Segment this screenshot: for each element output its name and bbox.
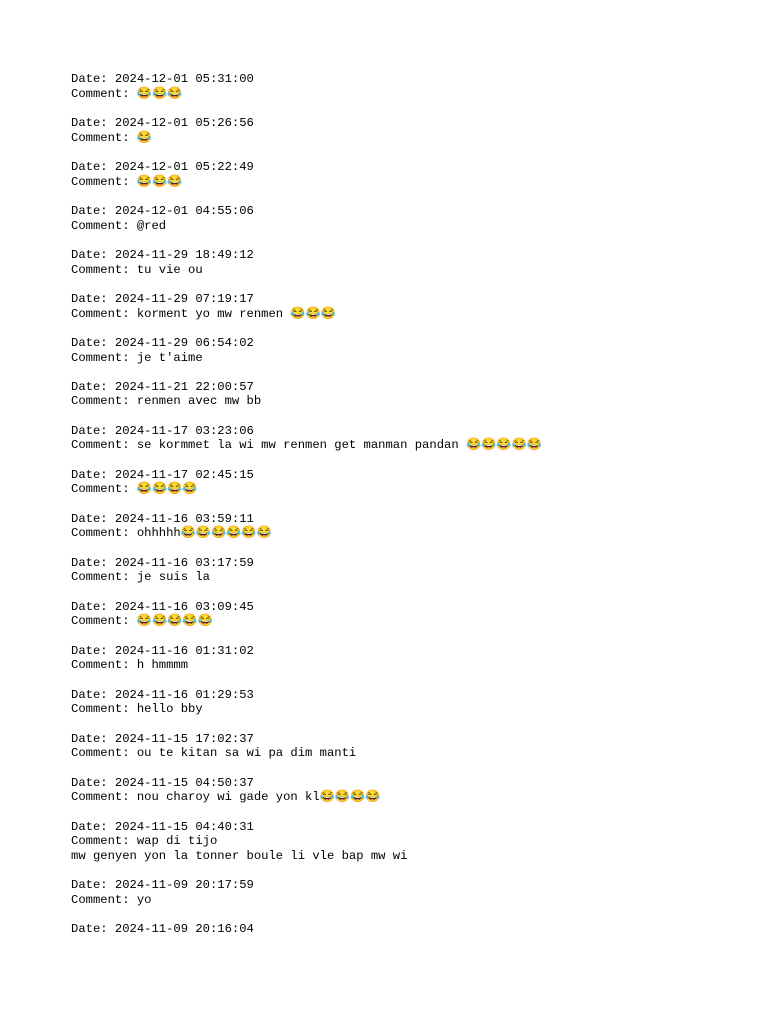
comment-text: renmen avec mw bb	[136, 394, 262, 409]
comment-entry	[71, 556, 542, 585]
entry-date-line	[71, 72, 542, 87]
comment-text: je t'aime	[136, 350, 203, 365]
comment-label: Comment:	[71, 702, 137, 717]
entry-date-line	[71, 878, 542, 893]
comment-entry	[71, 878, 542, 907]
date-label: Date:	[71, 115, 115, 130]
comment-text: yo	[136, 892, 152, 907]
date-label: Date:	[71, 467, 115, 482]
comment-label: Comment:	[71, 570, 137, 585]
entry-comment-line	[71, 658, 542, 673]
comment-label: Comment:	[71, 892, 137, 907]
entry-comment-line	[71, 570, 542, 585]
date-value: 2024-12-01 05:31:00	[114, 72, 254, 86]
date-value: 2024-11-17 02:45:15	[114, 467, 254, 482]
comment-entry	[71, 922, 542, 937]
entry-comment-line	[71, 834, 542, 849]
comment-label: Comment:	[71, 526, 137, 541]
entry-comment-line	[71, 394, 542, 409]
entry-comment-line	[71, 351, 542, 366]
entry-date-line	[71, 204, 542, 219]
entry-date-line	[71, 732, 542, 747]
entry-comment-line	[71, 131, 542, 146]
date-label: Date:	[71, 511, 115, 526]
comment-label: Comment:	[71, 350, 137, 365]
entry-comment-line	[71, 849, 542, 864]
comment-entry	[71, 424, 542, 453]
entry-comment-line	[71, 307, 542, 322]
date-value: 2024-11-16 03:17:59	[114, 555, 254, 570]
comment-entry	[71, 72, 542, 101]
comment-entry	[71, 468, 542, 497]
comment-text: ohhhhh😂😂😂😂😂😂	[136, 526, 272, 541]
entry-date-line	[71, 248, 542, 263]
comment-entry	[71, 380, 542, 409]
comment-entry	[71, 644, 542, 673]
date-value: 2024-11-16 01:31:02	[114, 643, 254, 658]
entry-comment-line	[71, 702, 542, 717]
comment-entry	[71, 820, 542, 864]
comment-label: Comment:	[71, 262, 137, 277]
comment-entry	[71, 204, 542, 233]
date-value: 2024-11-15 04:40:31	[114, 819, 254, 834]
entry-comment-line	[71, 175, 542, 190]
comment-text: ou te kitan sa wi pa dim manti	[136, 746, 357, 761]
comment-entry	[71, 776, 542, 805]
date-value: 2024-11-16 03:09:45	[114, 599, 254, 614]
date-label: Date:	[71, 878, 115, 893]
entry-date-line	[71, 380, 542, 395]
entry-date-line	[71, 336, 542, 351]
date-label: Date:	[71, 819, 115, 834]
date-label: Date:	[71, 335, 115, 350]
entry-comment-line	[71, 219, 542, 234]
comment-label: Comment:	[71, 174, 137, 189]
comment-text: se kormmet la wi mw renmen get manman pandan 😂😂😂😂😂	[136, 438, 542, 453]
entry-comment-line	[71, 790, 542, 805]
entry-date-line	[71, 160, 542, 175]
comment-entry	[71, 336, 542, 365]
comment-text: 😂😂😂	[136, 86, 183, 101]
comment-text: h hmmmm	[136, 658, 189, 673]
entry-date-line	[71, 600, 542, 615]
comment-text: 😂😂😂😂	[136, 482, 198, 497]
date-value: 2024-11-15 17:02:37	[114, 731, 254, 746]
entry-comment-line	[71, 614, 542, 629]
entry-comment-line	[71, 893, 542, 908]
date-value: 2024-11-09 20:17:59	[114, 878, 254, 893]
date-label: Date:	[71, 72, 115, 86]
date-label: Date:	[71, 922, 115, 937]
entry-comment-line	[71, 526, 542, 541]
comment-label: Comment:	[71, 834, 137, 849]
comment-label: Comment:	[71, 746, 137, 761]
entry-date-line	[71, 512, 542, 527]
entry-date-line	[71, 116, 542, 131]
entry-date-line	[71, 644, 542, 659]
entry-comment-line	[71, 263, 542, 278]
entry-comment-line	[71, 482, 542, 497]
comment-entry	[71, 160, 542, 189]
date-label: Date:	[71, 247, 115, 262]
entry-date-line	[71, 292, 542, 307]
date-value: 2024-11-16 01:29:53	[114, 687, 254, 702]
date-label: Date:	[71, 159, 115, 174]
comment-text: korment yo mw renmen 😂😂😂	[136, 306, 336, 321]
comment-entry	[71, 248, 542, 277]
comment-text: 😂	[136, 130, 153, 145]
entry-date-line	[71, 820, 542, 835]
comment-text: 😂😂😂😂😂	[136, 614, 213, 629]
date-label: Date:	[71, 291, 115, 306]
entry-date-line	[71, 468, 542, 483]
date-label: Date:	[71, 423, 115, 438]
date-value: 2024-11-29 07:19:17	[114, 291, 254, 306]
comment-entry	[71, 732, 542, 761]
comment-label: Comment:	[71, 482, 137, 497]
date-label: Date:	[71, 203, 115, 218]
comment-label: Comment:	[71, 394, 137, 409]
comment-log	[71, 72, 542, 952]
comment-label: Comment:	[71, 218, 137, 233]
entry-date-line	[71, 424, 542, 439]
date-label: Date:	[71, 775, 115, 790]
date-value: 2024-11-15 04:50:37	[114, 775, 254, 790]
date-label: Date:	[71, 555, 115, 570]
date-value: 2024-11-21 22:00:57	[114, 379, 254, 394]
comment-entry	[71, 688, 542, 717]
comment-text: nou charoy wi gade yon kl😂😂😂😂	[136, 790, 381, 805]
date-value: 2024-12-01 04:55:06	[114, 203, 254, 218]
date-value: 2024-11-29 06:54:02	[114, 335, 254, 350]
comment-entry	[71, 512, 542, 541]
entry-comment-line	[71, 87, 542, 102]
date-value: 2024-11-29 18:49:12	[114, 247, 254, 262]
date-value: 2024-12-01 05:26:56	[114, 115, 254, 130]
entry-date-line	[71, 556, 542, 571]
comment-label: Comment:	[71, 438, 137, 453]
date-label: Date:	[71, 687, 115, 702]
comment-text: mw genyen yon la tonner boule li vle bap mw wi	[71, 848, 408, 863]
date-value: 2024-11-16 03:59:11	[114, 511, 254, 526]
entry-date-line	[71, 776, 542, 791]
date-label: Date:	[71, 731, 115, 746]
comment-text: je suis la	[136, 570, 210, 585]
comment-label: Comment:	[71, 658, 137, 673]
date-value: 2024-11-09 20:16:04	[114, 922, 254, 937]
comment-text: @red	[136, 218, 167, 233]
entry-date-line	[71, 688, 542, 703]
comment-label: Comment:	[71, 306, 137, 321]
date-label: Date:	[71, 599, 115, 614]
comment-label: Comment:	[71, 790, 137, 805]
comment-text: hello bby	[136, 702, 203, 717]
comment-entry	[71, 116, 542, 145]
date-value: 2024-12-01 05:22:49	[114, 159, 254, 174]
comment-text: 😂😂😂	[136, 174, 183, 189]
date-label: Date:	[71, 379, 115, 394]
entry-comment-line	[71, 746, 542, 761]
date-label: Date:	[71, 643, 115, 658]
comment-entry	[71, 292, 542, 321]
date-value: 2024-11-17 03:23:06	[114, 423, 254, 438]
comment-label: Comment:	[71, 86, 137, 101]
entry-date-line	[71, 922, 542, 937]
comment-entry	[71, 600, 542, 629]
comment-text: wap di tijo	[136, 834, 218, 849]
entry-comment-line	[71, 438, 542, 453]
comment-text: tu vie ou	[136, 262, 203, 277]
comment-label: Comment:	[71, 614, 137, 629]
comment-label: Comment:	[71, 130, 137, 145]
